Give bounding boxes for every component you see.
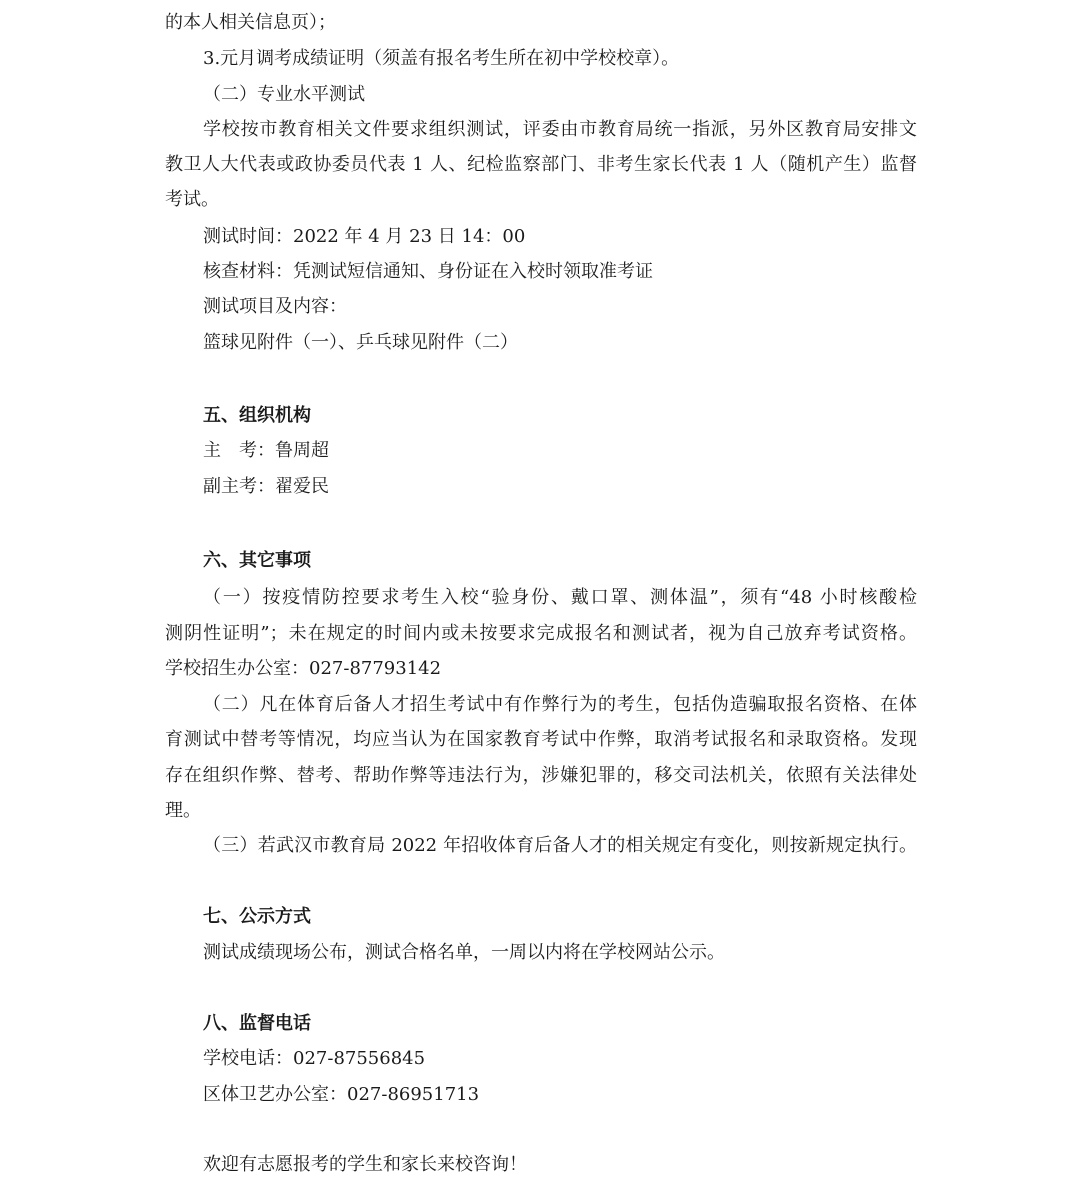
- paragraph-epidemic-line1: （一）按疫情防控要求考生入校“验身份、戴口罩、测体温”，须有“48 小时核酸检: [203, 587, 917, 608]
- list-item-exam-score-proof: 3.元月调考成绩证明（须盖有报名考生所在初中学校校章）。: [203, 48, 680, 69]
- paragraph-cheating-line4: 理。: [165, 800, 201, 821]
- chief-examiner: 主 考：鲁周超: [203, 440, 329, 461]
- admissions-office-phone: 学校招生办公室：027-87793142: [165, 658, 442, 679]
- paragraph-test-organization-line1: 学校按市教育相关文件要求组织测试，评委由市教育局统一指派，另外区教育局安排文: [203, 119, 917, 140]
- welcome-text: 欢迎有志愿报考的学生和家长来校咨询！: [203, 1154, 527, 1175]
- test-time: 测试时间：2022 年 4 月 23 日 14：00: [203, 226, 526, 247]
- subheading-professional-test: （二）专业水平测试: [203, 84, 365, 105]
- verification-materials: 核查材料：凭测试短信通知、身份证在入校时领取准考证: [203, 261, 653, 282]
- paragraph-cheating-line2: 育测试中替考等情况，均应当认为在国家教育考试中作弊，取消考试报名和录取资格。发现: [165, 729, 917, 750]
- deputy-examiner: 副主考：翟爱民: [203, 476, 329, 497]
- paragraph-policy-change: （三）若武汉市教育局 2022 年招收体育后备人才的相关规定有变化，则按新规定执行。: [203, 835, 917, 856]
- paragraph-epidemic-line2: 测阴性证明”；未在规定的时间内或未按要求完成报名和测试者，视为自己放弃考试资格。: [165, 623, 917, 644]
- section-heading-organization: 五、组织机构: [203, 405, 311, 426]
- section-heading-supervision-phone: 八、监督电话: [203, 1013, 311, 1034]
- text-line-prev-page-continuation: 的本人相关信息页）；: [165, 12, 336, 33]
- section-heading-announcement: 七、公示方式: [203, 906, 311, 927]
- paragraph-cheating-line1: （二）凡在体育后备人才招生考试中有作弊行为的考生，包括伪造骗取报名资格、在体: [203, 694, 917, 715]
- test-items-label: 测试项目及内容：: [203, 296, 347, 317]
- paragraph-test-organization-line3: 考试。: [165, 189, 219, 210]
- paragraph-test-organization-line2: 教卫人大代表或政协委员代表 1 人、纪检监察部门、非考生家长代表 1 人（随机产生）监督: [165, 154, 917, 175]
- school-phone: 学校电话：027-87556845: [203, 1048, 426, 1069]
- announcement-text: 测试成绩现场公布，测试合格名单，一周以内将在学校网站公示。: [203, 942, 725, 963]
- section-heading-other-matters: 六、其它事项: [203, 550, 311, 571]
- test-items-attachments: 篮球见附件（一）、乒乓球见附件（二）: [203, 332, 518, 353]
- district-office-phone: 区体卫艺办公室：027-86951713: [203, 1084, 480, 1105]
- paragraph-cheating-line3: 存在组织作弊、替考、帮助作弊等违法行为，涉嫌犯罪的，移交司法机关，依照有关法律处: [165, 765, 917, 786]
